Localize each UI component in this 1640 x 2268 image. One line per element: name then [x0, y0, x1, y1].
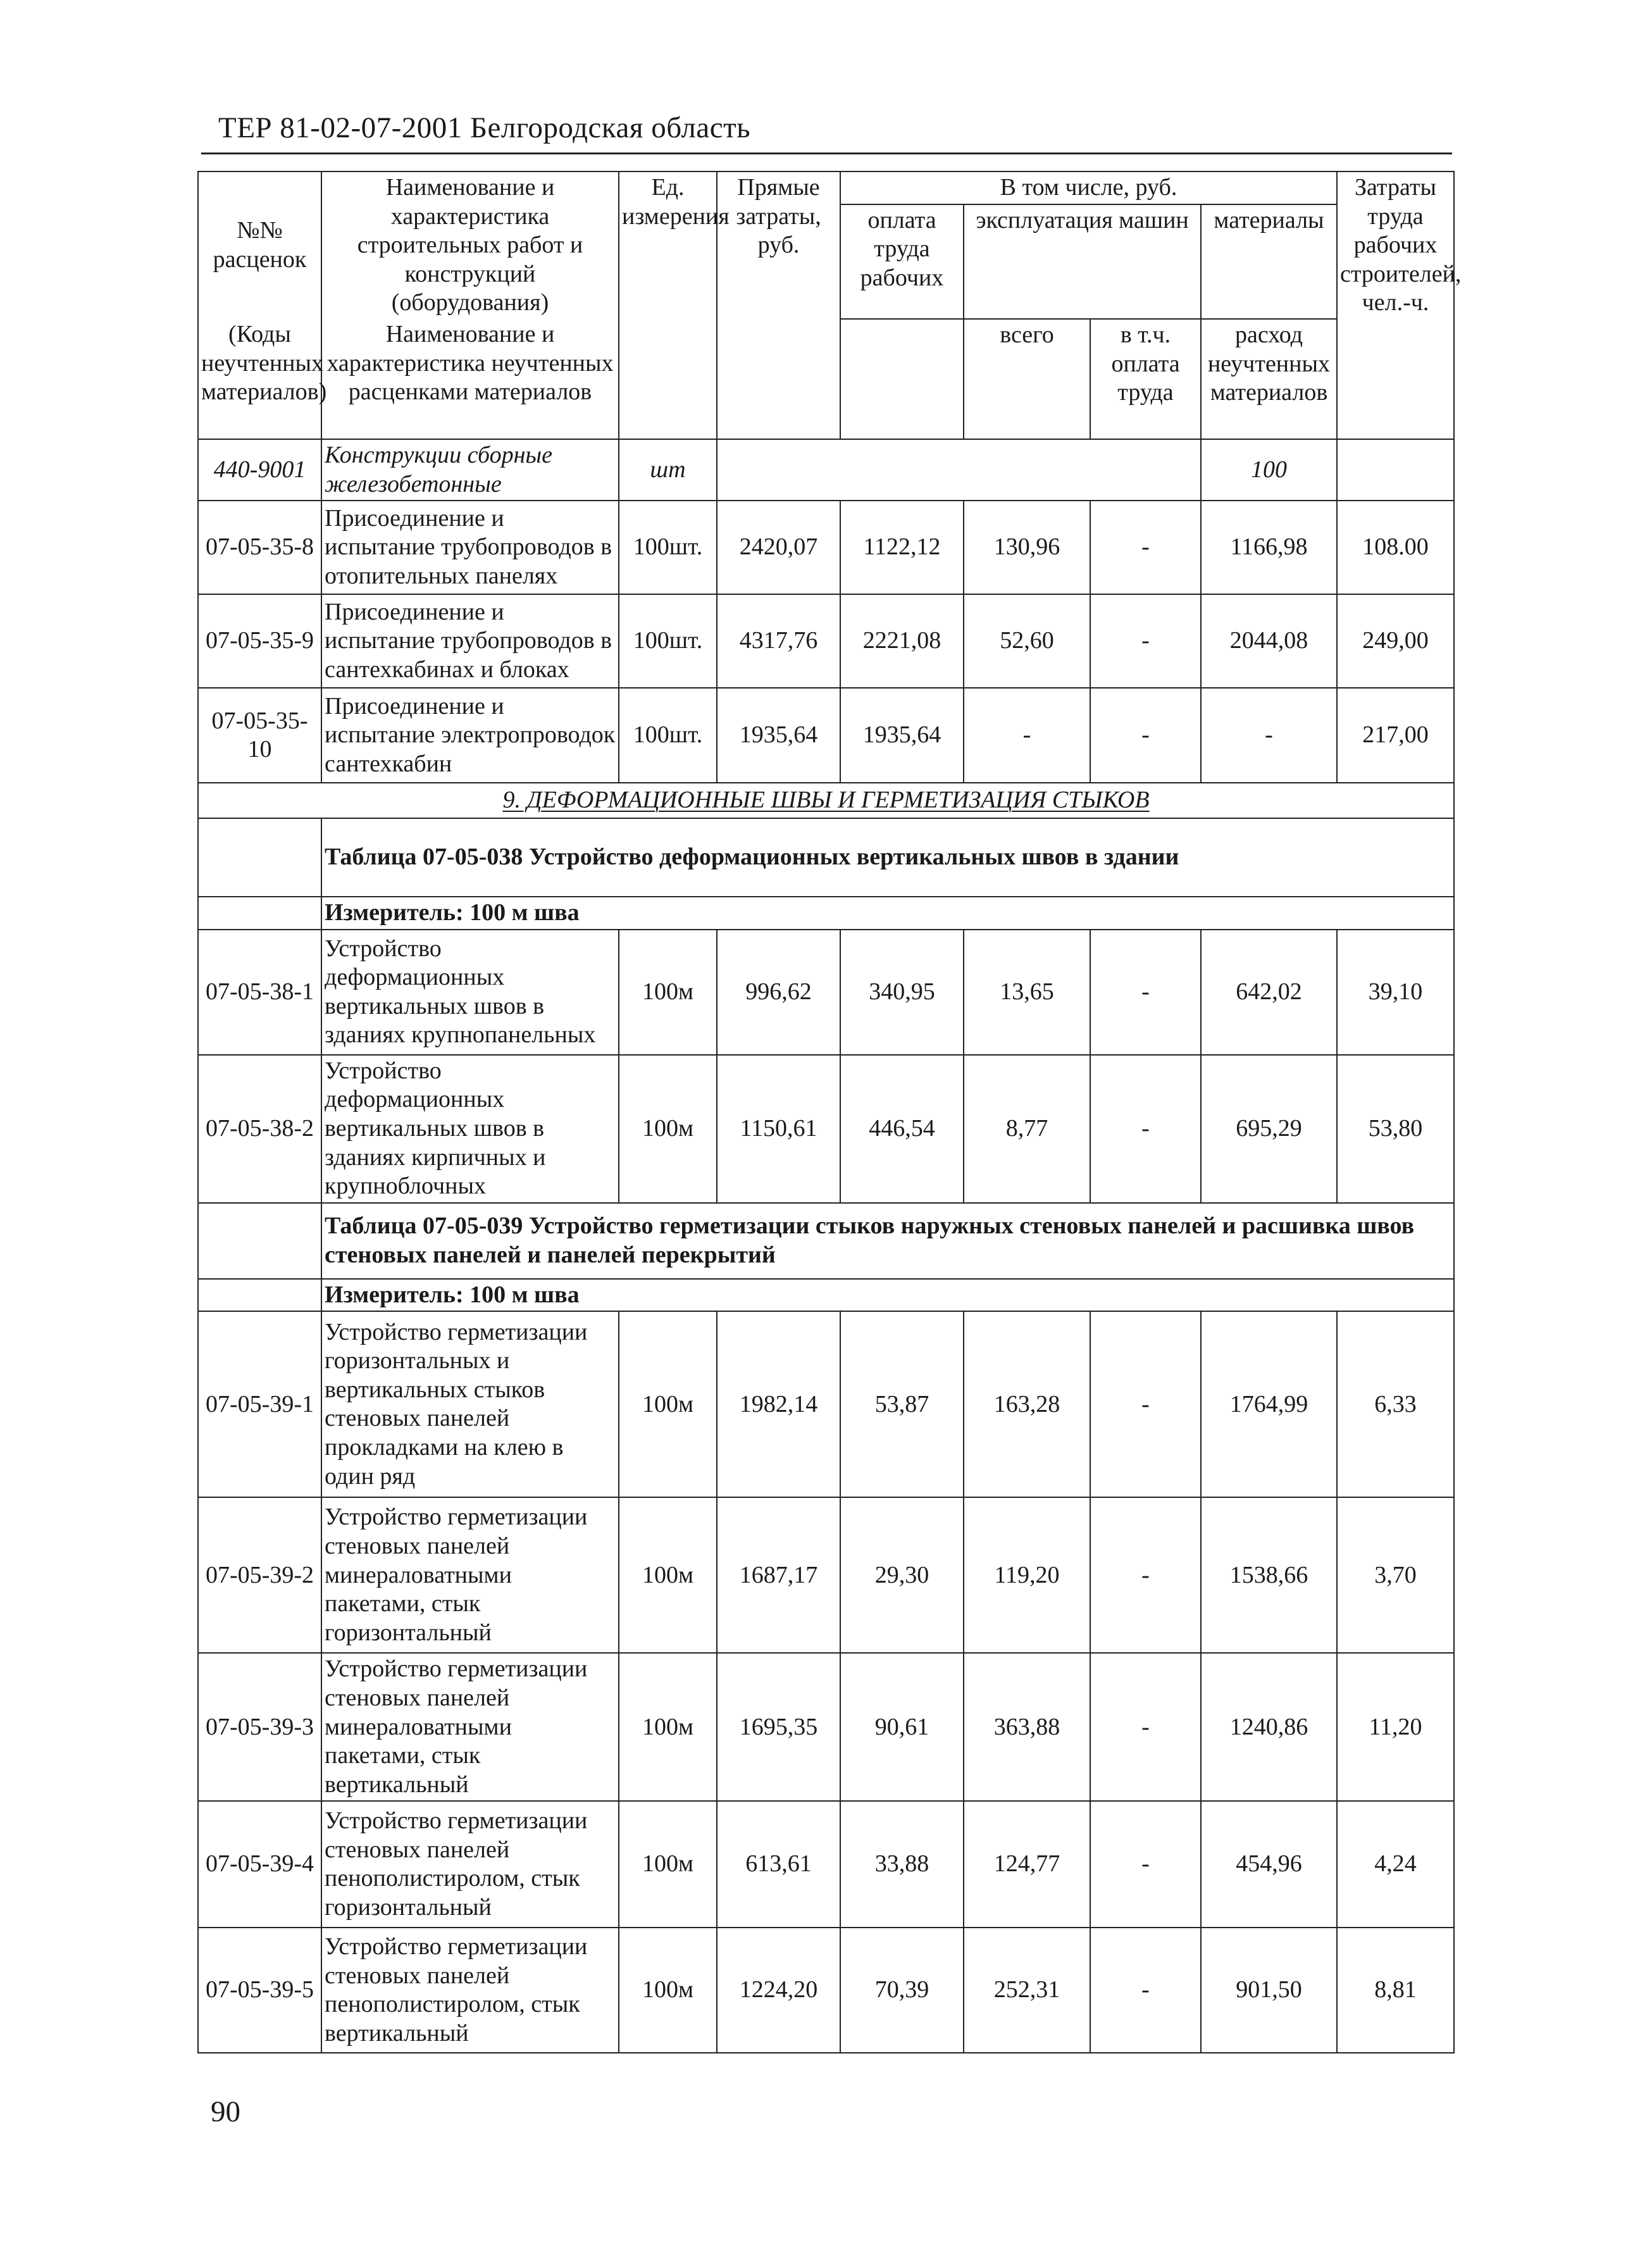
- section-title: 9. ДЕФОРМАЦИОННЫЕ ШВЫ И ГЕРМЕТИЗАЦИЯ СТЫКОВ: [198, 783, 1454, 818]
- rate-unit: 100м: [619, 1311, 717, 1497]
- rate-direct: 2420,07: [717, 501, 840, 594]
- rate-materials: 2044,08: [1201, 594, 1337, 688]
- header-code-alt: (Коды неучтенных материалов): [198, 319, 321, 439]
- rate-direct: 1695,35: [717, 1653, 840, 1801]
- rate-materials: 695,29: [1201, 1055, 1337, 1203]
- rate-code: 07-05-39-1: [198, 1311, 321, 1497]
- page-number: 90: [211, 2095, 240, 2128]
- header-code: №№ расценок: [198, 171, 321, 319]
- rate-unit: 100м: [619, 930, 717, 1055]
- rate-code: 07-05-35-8: [198, 501, 321, 594]
- unaccounted-name: Конструкции сборные железобетонные: [321, 439, 619, 501]
- rate-labor: 108.00: [1337, 501, 1454, 594]
- page-header-title: ТЕР 81-02-07-2001 Белгородская область: [218, 111, 751, 144]
- header-direct: Прямые затраты, руб.: [717, 171, 840, 439]
- measure-row: [198, 897, 1454, 930]
- rate-labor: 6,33: [1337, 1311, 1454, 1497]
- rate-name: Присоединение и испытание трубопроводов в сантехкабинах и блоках: [321, 594, 619, 688]
- header-machine-wage: в т.ч. оплата труда: [1090, 319, 1201, 439]
- header-name: Наименование и характеристика строительных работ и конструкций (оборудования): [321, 171, 619, 319]
- rate-wage: 2221,08: [840, 594, 964, 688]
- rate-code: 07-05-39-3: [198, 1653, 321, 1801]
- rate-name: Устройство герметизации стеновых панелей минераловатными пакетами, стык горизонтальный: [321, 1497, 619, 1653]
- header-labor: Затраты труда рабочих строителей, чел.-ч.: [1337, 171, 1454, 439]
- rate-unit: 100м: [619, 1653, 717, 1801]
- rate-direct: 1224,20: [717, 1928, 840, 2053]
- rate-wage: 1935,64: [840, 688, 964, 783]
- rate-machine-wage: -: [1090, 1055, 1201, 1203]
- rate-name: Устройство герметизации стеновых панелей минераловатными пакетами, стык вертикальный: [321, 1653, 619, 1801]
- rate-materials: 1166,98: [1201, 501, 1337, 594]
- table-title-row: [198, 1203, 1454, 1279]
- table-039-measure: Измеритель: 100 м шва: [321, 1279, 1454, 1312]
- rate-direct: 1687,17: [717, 1497, 840, 1653]
- header-machine: эксплуатация машин: [964, 204, 1201, 319]
- measure-row: [198, 1279, 1454, 1312]
- rate-machine: -: [964, 688, 1090, 783]
- header-materials: материалы: [1201, 204, 1337, 319]
- rate-materials: 1538,66: [1201, 1497, 1337, 1653]
- rate-wage: 446,54: [840, 1055, 964, 1203]
- rate-code: 07-05-35-10: [198, 688, 321, 783]
- unaccounted-code: 440-9001: [198, 439, 321, 501]
- header-rule: [201, 153, 1452, 154]
- rate-code: 07-05-39-2: [198, 1497, 321, 1653]
- table-row: [198, 1497, 1454, 1653]
- rate-machine: 363,88: [964, 1653, 1090, 1801]
- rate-machine-wage: -: [1090, 688, 1201, 783]
- rate-name: Присоединение и испытание трубопроводов в отопительных панелях: [321, 501, 619, 594]
- unaccounted-amount: 100: [1201, 439, 1337, 501]
- rate-direct: 613,61: [717, 1801, 840, 1928]
- header-name-alt: Наименование и характеристика неучтенных расценками материалов: [321, 319, 619, 439]
- rate-wage: 29,30: [840, 1497, 964, 1653]
- rate-name: Устройство герметизации стеновых панелей пенополистиролом, стык вертикальный: [321, 1928, 619, 2053]
- rate-machine: 130,96: [964, 501, 1090, 594]
- rate-wage: 33,88: [840, 1801, 964, 1928]
- rate-machine-wage: -: [1090, 1928, 1201, 2053]
- section-row: [198, 783, 1454, 818]
- rate-materials: -: [1201, 688, 1337, 783]
- rate-code: 07-05-39-5: [198, 1928, 321, 2053]
- rate-machine: 124,77: [964, 1801, 1090, 1928]
- rate-wage: 1122,12: [840, 501, 964, 594]
- table-row: [198, 1928, 1454, 2053]
- rate-machine-wage: -: [1090, 1311, 1201, 1497]
- rate-unit: 100шт.: [619, 501, 717, 594]
- rate-code: 07-05-35-9: [198, 594, 321, 688]
- table-row: [198, 1055, 1454, 1203]
- rate-name: Устройство герметизации стеновых панелей пенополистиролом, стык горизонтальный: [321, 1801, 619, 1928]
- rate-unit: 100м: [619, 1497, 717, 1653]
- table-row: [198, 1653, 1454, 1801]
- rate-direct: 1982,14: [717, 1311, 840, 1497]
- rate-machine: 252,31: [964, 1928, 1090, 2053]
- rate-wage: 340,95: [840, 930, 964, 1055]
- rate-unit: 100шт.: [619, 594, 717, 688]
- rate-labor: 217,00: [1337, 688, 1454, 783]
- unaccounted-unit: шт: [619, 439, 717, 501]
- table-row: [198, 930, 1454, 1055]
- rate-code: 07-05-38-2: [198, 1055, 321, 1203]
- rate-materials: 901,50: [1201, 1928, 1337, 2053]
- rate-labor: 4,24: [1337, 1801, 1454, 1928]
- rate-machine-wage: -: [1090, 594, 1201, 688]
- rate-materials: 642,02: [1201, 930, 1337, 1055]
- table-row: [198, 688, 1454, 783]
- rate-machine: 8,77: [964, 1055, 1090, 1203]
- rate-wage: 70,39: [840, 1928, 964, 2053]
- rate-name: Устройство деформационных вертикальных швов в зданиях крупнопанельных: [321, 930, 619, 1055]
- rate-unit: 100м: [619, 1801, 717, 1928]
- rate-name: Устройство герметизации горизонтальных и вертикальных стыков стеновых панелей прокладками на клею в один ряд: [321, 1311, 619, 1497]
- rate-name: Устройство деформационных вертикальных швов в зданиях кирпичных и крупноблочных: [321, 1055, 619, 1203]
- rate-name: Присоединение и испытание электропроводок сантехкабин: [321, 688, 619, 783]
- rate-direct: 1935,64: [717, 688, 840, 783]
- rate-unit: 100м: [619, 1055, 717, 1203]
- rate-unit: 100м: [619, 1928, 717, 2053]
- rate-machine: 163,28: [964, 1311, 1090, 1497]
- table-row: [198, 1801, 1454, 1928]
- rate-machine-wage: -: [1090, 1653, 1201, 1801]
- table-title-row: [198, 818, 1454, 897]
- rate-machine-wage: -: [1090, 930, 1201, 1055]
- rate-wage: 90,61: [840, 1653, 964, 1801]
- rate-labor: 53,80: [1337, 1055, 1454, 1203]
- header-wage: оплата труда рабочих: [840, 204, 964, 319]
- rate-materials: 1240,86: [1201, 1653, 1337, 1801]
- table-row: [198, 501, 1454, 594]
- rates-table: [197, 171, 1462, 2053]
- table-row: [198, 594, 1454, 688]
- rate-machine: 52,60: [964, 594, 1090, 688]
- rate-labor: 249,00: [1337, 594, 1454, 688]
- rate-unit: 100шт.: [619, 688, 717, 783]
- table-039-title: Таблица 07-05-039 Устройство герметизации стыков наружных стеновых панелей и расшивка швов стеновых панелей и панелей перекрытий: [321, 1203, 1454, 1279]
- table-row: [198, 1311, 1454, 1497]
- rate-direct: 4317,76: [717, 594, 840, 688]
- rate-labor: 11,20: [1337, 1653, 1454, 1801]
- rate-machine-wage: -: [1090, 1801, 1201, 1928]
- rate-materials: 1764,99: [1201, 1311, 1337, 1497]
- rate-labor: 8,81: [1337, 1928, 1454, 2053]
- rate-machine-wage: -: [1090, 501, 1201, 594]
- rate-labor: 39,10: [1337, 930, 1454, 1055]
- rate-materials: 454,96: [1201, 1801, 1337, 1928]
- table-038-title: Таблица 07-05-038 Устройство деформационных вертикальных швов в здании: [321, 818, 1454, 897]
- rate-wage: 53,87: [840, 1311, 964, 1497]
- rate-labor: 3,70: [1337, 1497, 1454, 1653]
- rate-direct: 1150,61: [717, 1055, 840, 1203]
- header-materials-alt: расход неучтенных материалов: [1201, 319, 1337, 439]
- rate-code: 07-05-38-1: [198, 930, 321, 1055]
- rate-machine: 119,20: [964, 1497, 1090, 1653]
- header-machine-total: всего: [964, 319, 1090, 439]
- header-including: В том числе, руб.: [840, 171, 1337, 204]
- table-038-measure: Измеритель: 100 м шва: [321, 897, 1454, 930]
- rate-code: 07-05-39-4: [198, 1801, 321, 1928]
- rate-machine: 13,65: [964, 930, 1090, 1055]
- rate-direct: 996,62: [717, 930, 840, 1055]
- header-unit: Ед. измерения: [619, 171, 717, 439]
- rate-machine-wage: -: [1090, 1497, 1201, 1653]
- unaccounted-material-row: [198, 439, 1454, 501]
